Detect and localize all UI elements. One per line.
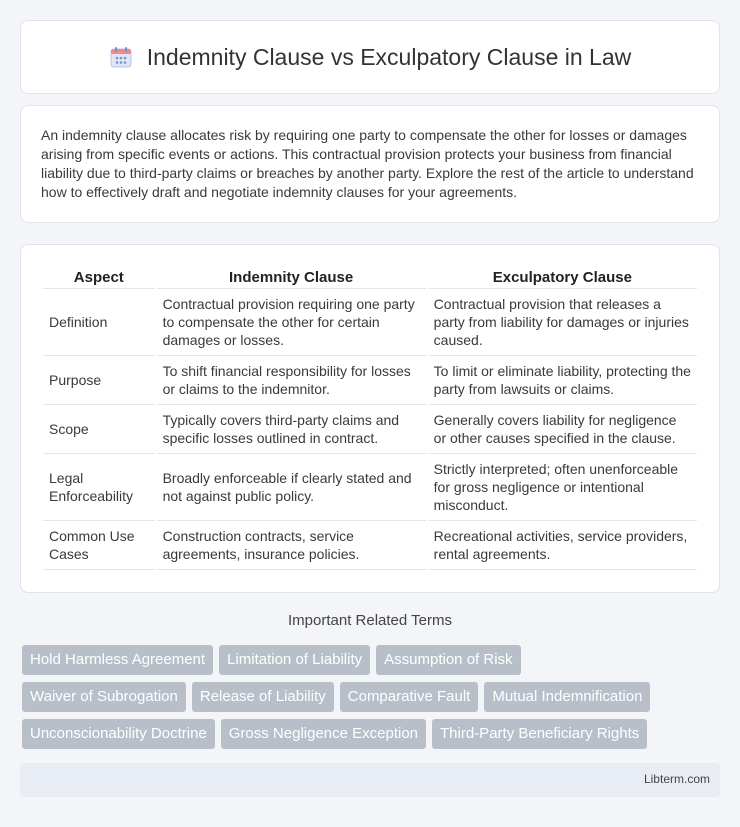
row-exculpatory: Strictly interpreted; often unenforceable for gross negligence or intentional misconduct.	[428, 454, 697, 521]
row-aspect: Common Use Cases	[43, 521, 155, 570]
row-indemnity: Contractual provision requiring one party to compensate the other for certain damages or losses.	[157, 289, 426, 356]
row-exculpatory: Contractual provision that releases a party from liability for damages or injuries caused.	[428, 289, 697, 356]
footer-site-link[interactable]: Libterm.com	[643, 772, 710, 786]
row-exculpatory: Recreational activities, service providers, rental agreements.	[428, 521, 697, 570]
row-aspect: Scope	[43, 405, 155, 454]
calendar-icon	[109, 45, 133, 69]
related-terms-title: Important Related Terms	[288, 612, 452, 629]
row-indemnity: Typically covers third-party claims and specific losses outlined in contract.	[157, 405, 426, 454]
row-aspect: Purpose	[43, 356, 155, 405]
comparison-table-card	[20, 244, 720, 593]
row-exculpatory: Generally covers liability for negligence or other causes specified in the clause.	[428, 405, 697, 454]
header-aspect: Aspect	[43, 265, 155, 289]
related-terms-tags	[22, 645, 722, 756]
related-term-tag[interactable]: Hold Harmless Agreement	[22, 645, 213, 675]
footer	[20, 763, 720, 797]
table-row	[43, 405, 697, 454]
table-row	[43, 356, 697, 405]
header-exculpatory: Exculpatory Clause	[428, 265, 697, 289]
row-aspect: Definition	[43, 289, 155, 356]
row-aspect: Legal Enforceability	[43, 454, 155, 521]
related-term-tag[interactable]: Gross Negligence Exception	[221, 719, 426, 749]
intro-card	[20, 105, 720, 223]
table-row	[43, 454, 697, 521]
related-term-tag[interactable]: Comparative Fault	[340, 682, 479, 712]
table-row	[43, 521, 697, 570]
related-term-tag[interactable]: Assumption of Risk	[376, 645, 520, 675]
row-exculpatory: To limit or eliminate liability, protecting the party from lawsuits or claims.	[428, 356, 697, 405]
row-indemnity: To shift financial responsibility for losses or claims to the indemnitor.	[157, 356, 426, 405]
related-term-tag[interactable]: Waiver of Subrogation	[22, 682, 186, 712]
related-term-tag[interactable]: Mutual Indemnification	[484, 682, 650, 712]
table-header-row	[43, 265, 697, 289]
comparison-table	[41, 265, 699, 570]
header-indemnity: Indemnity Clause	[157, 265, 426, 289]
related-term-tag[interactable]: Third-Party Beneficiary Rights	[432, 719, 647, 749]
row-indemnity: Construction contracts, service agreements, insurance policies.	[157, 521, 426, 570]
row-indemnity: Broadly enforceable if clearly stated and not against public policy.	[157, 454, 426, 521]
related-term-tag[interactable]: Unconscionability Doctrine	[22, 719, 215, 749]
table-row	[43, 289, 697, 356]
related-term-tag[interactable]: Release of Liability	[192, 682, 334, 712]
related-term-tag[interactable]: Limitation of Liability	[219, 645, 370, 675]
intro-text: An indemnity clause allocates risk by requiring one party to compensate the other for losses or damages arising from specific events or actions. This contractual provision protects your business from financial liability due to third-party claims or breaches by another party. Explore the rest of the article to understand how to effectively draft and negotiate indemnity clauses for your agreements.	[41, 127, 694, 200]
header-card	[20, 20, 720, 94]
page-title: Indemnity Clause vs Exculpatory Clause in Law	[146, 43, 632, 70]
